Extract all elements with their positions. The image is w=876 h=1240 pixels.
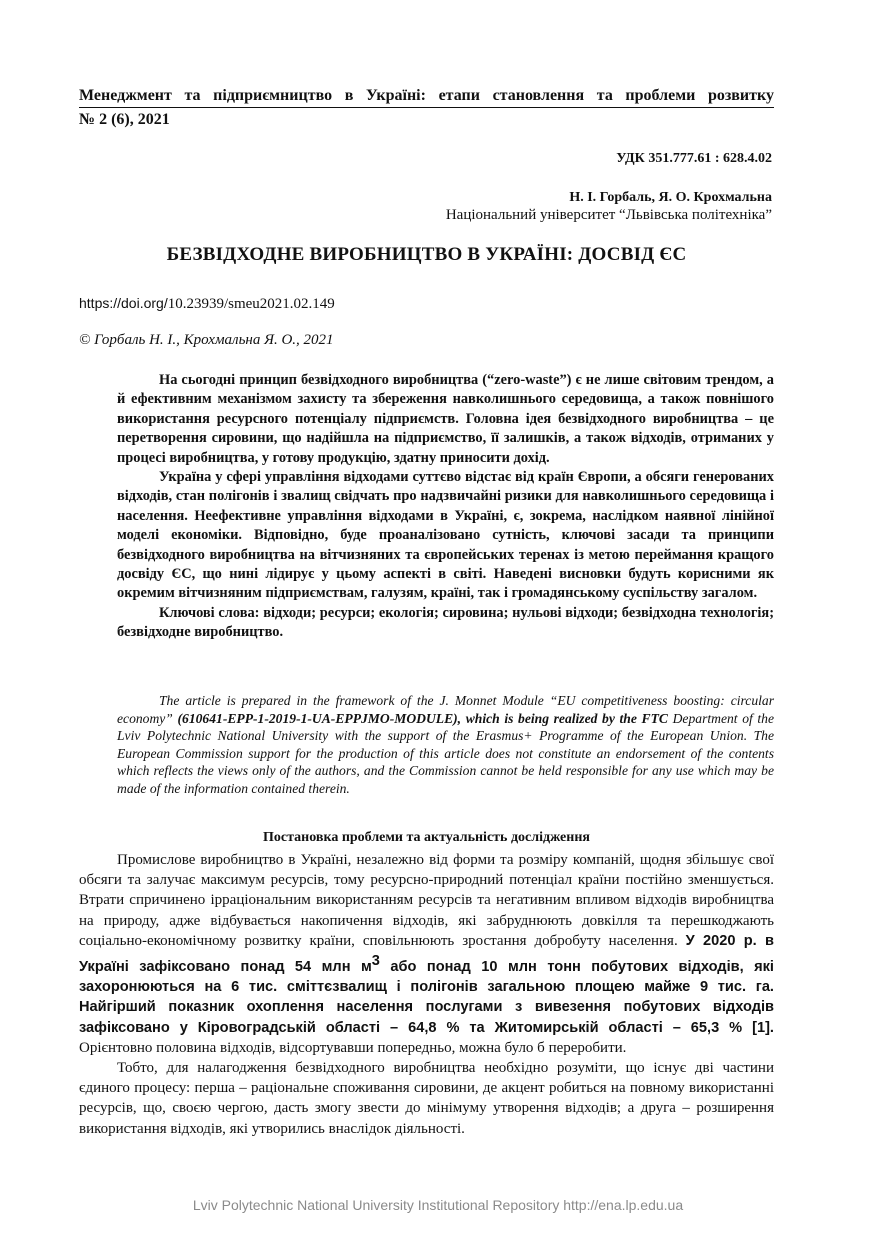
paper-title: БЕЗВІДХОДНЕ ВИРОБНИЦТВО В УКРАЇНІ: ДОСВІД ЄС [166,244,687,265]
udc-code: УДК 351.777.61 : 628.4.02 [616,151,772,166]
authors: Н. І. Горбаль, Я. О. Крохмальна [569,190,772,205]
copyright: © Горбаль Н. І., Крохмальна Я. О., 2021 [79,332,334,348]
body-p1-c: або понад 10 млн тонн побутових відходів, які захоронюються на 6 тис. сміттєзвалищ і полігонів загальною площею майже 9 тис. га. Найгірший показник охоплення населення послугами з вивезення побутових відходів зафіксовано у Кіровоградській області – 64,8 % та Житомирській області – 65,3 % [1]. [79,959,774,1036]
body-p1-b: У 2020 р. в Україні зафіксовано понад 54 млн м [79,932,774,976]
body-p1-sup: 3 [371,953,380,970]
abstract-p2-rest: Неефективне управління відходами в Україні, є, зокрема, наслідком наявної лінійної моделі економіки. Відповідно, буде проаналізовано сутність, ключові засади та принципи безвідходного виробництва на вітчизняних та європейських теренах із метою переймання кращого досвіду ЄС, що нині лідирує у цьому аспекті в світі. Наведені висновки будуть корисними як окремим вітчизняним підприємствам, галузям, країні, так і громадянському суспільству загалом. [117,507,774,602]
doi-prefix[interactable]: https://doi.org/ [79,295,168,311]
abstract-p2-bold: Україна у сфері управління відходами суттєво відстає від країн Європи, а обсяги генерованих відходів, стан полігонів і звалищ свідчать про надзвичайні ризики для навколишнього середовища і населення. [117,469,774,524]
ack-part-2: (610641-EPP-1-2019-1-UA-EPPJMO-MODULE), which is being realized by the FTC [177,710,668,726]
running-title: Менеджмент та підприємництво в Україні: етапи становлення та проблеми розвитку [79,86,774,108]
section-body [79,850,774,1139]
section-heading: Постановка проблеми та актуальність дослідження [263,830,590,845]
doi-number[interactable]: 10.23939/smeu2021.02.149 [167,296,335,312]
keywords: Ключові слова: відходи; ресурси; екологія; сировина; нульові відходи; безвідходна технологія; безвідходне виробництво. [117,604,774,641]
ack-part-1: The article is prepared in the framework of the J. Monnet Module “EU competitiveness boosting: circular economy” [117,693,774,726]
body-p1-d: Орієнтовно половина відходів, відсортувавши попередньо, можна було б переробити. [79,1039,627,1056]
body-p1-a: Промислове виробництво в Україні, незалежно від форми та розміру компаній, щодня збільшує свої обсяги та залучає максимум ресурсів, тому ресурсно-природний потенціал країни постійно зменшується. Втрати спричинено ірраціональним використанням ресурсів та негативним впливом відходів виробництва на природу, адже відбувається накопичення відходів, які забруднюють довкілля та перешкоджають соціально-економічному розвитку країни, сповільнюють зростання добробуту населення. [79,852,774,949]
abstract [117,371,774,643]
ack-part-3: Department of the Lviv Polytechnic National University with the support of the Erasmus+ Programme of the European Union. The European Commission support for the production of this article does not constitute an endorsement of the contents which reflects the views only of the authors, and the Commission cannot be held responsible for any use which may be made of the information contained therein. [117,710,775,796]
doi-link[interactable] [79,294,335,313]
abstract-paragraph-1: На сьогодні принцип безвідходного виробництва (“zero-waste”) є не лише світовим трендом, а й ефективним механізмом захисту та збереження навколишнього середовища, а також повнішого використання ресурсного потенціалу підприємств. Головна ідея безвідходного виробництва – це перетворення сировини, що надійшла на підприємство, її залишків, а також відходів, отриманих у процесі виробництва, у готову продукцію, здатну приносити дохід. [117,372,774,466]
affiliation: Національний університет “Львівська політехніка” [445,207,772,223]
abstract-paragraph-2 [117,468,774,604]
acknowledgement [117,692,774,797]
repository-footer: Lviv Polytechnic National University Institutional Repository http://ena.lp.edu.ua [192,1197,684,1213]
body-paragraph-1 [79,850,774,1058]
issue-number: № 2 (6), 2021 [79,111,170,128]
body-paragraph-2: Тобто, для налагодження безвідходного виробництва необхідно розуміти, що існує дві частини єдиного процесу: перша – раціональне споживання сировини, де акцент робиться на повному використанні ресурсів, що, своєю чергою, дасть змогу звести до мінімуму утворення відходів; а друга – розширення використання відходів, які утворились внаслідок діяльності. [79,1060,774,1137]
